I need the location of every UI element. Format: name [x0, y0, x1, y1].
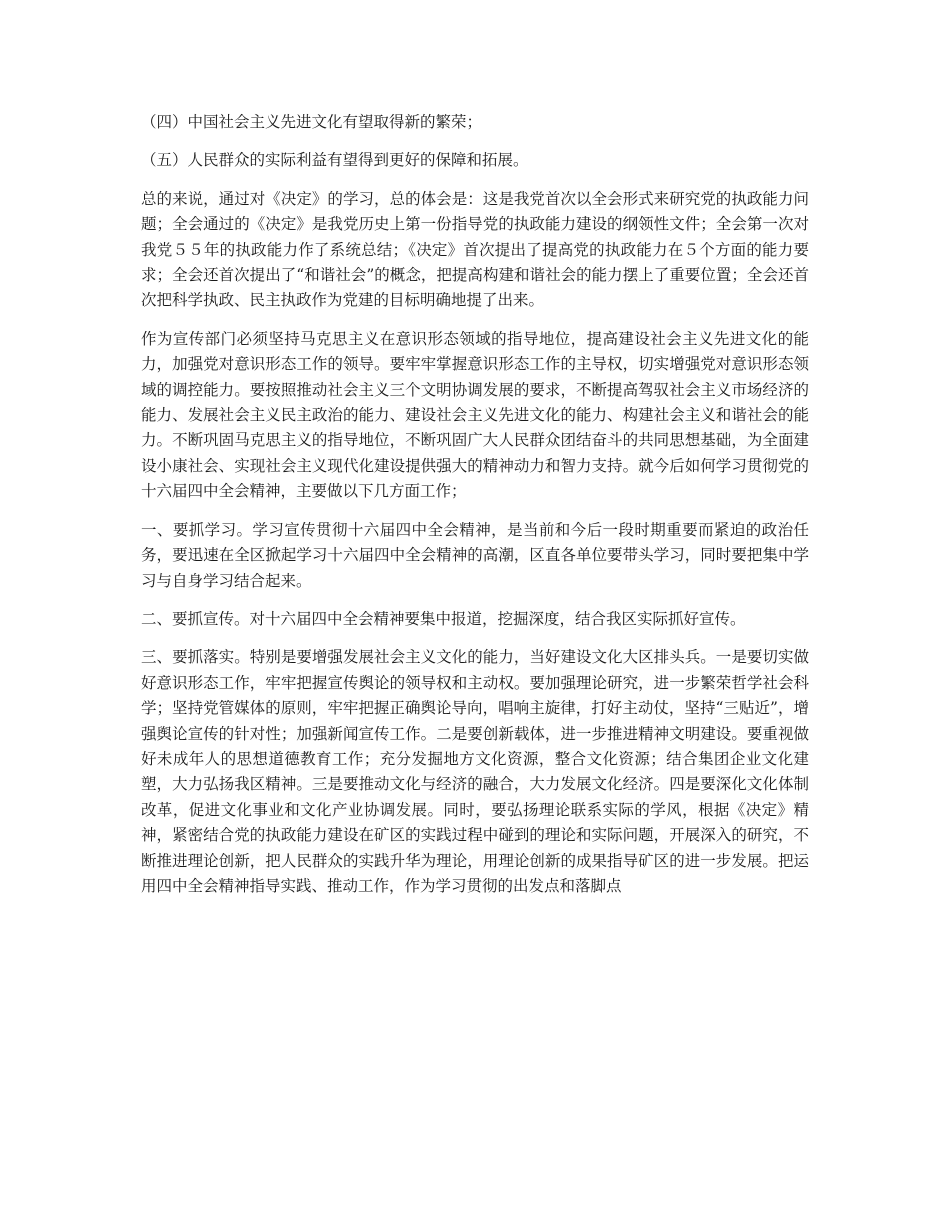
- paragraph-publicity: 二、要抓宣传。对十六届四中全会精神要集中报道，挖掘深度，结合我区实际抓好宣传。: [141, 609, 746, 628]
- paragraph-summary: 总的来说，通过对《决定》的学习，总的体会是：这是我党首次以全会形式来研究党的执政能力问题；全会通过的《决定》是我党历史上第一份指导党的执政能力建设的纲领性文件；全会第一次对我党５５年的执政能力作了系统总结；《决定》首次提出了提高党的执政能力在５个方面的能力要求；全会还首次提出了“和谐社会”的概念，把提高构建和谐社会的能力摆上了重要位置；全会还首次把科学执政、民主执政作为党建的目标明确地提了出来。: [141, 189, 809, 310]
- paragraph-item-4: （四）中国社会主义先进文化有望取得新的繁荣；: [141, 113, 483, 131]
- paragraph-propaganda-dept: 作为宣传部门必须坚持马克思主义在意识形态领域的指导地位，提高建设社会主义先进文化的能力，加强党对意识形态工作的领导。要牢牢掌握意识形态工作的主导权，切实增强党对意识形态领域的调控能力。要按照推动社会主义三个文明协调发展的要求，不断提高驾驭社会主义市场经济的能力、发展社会主义民主政治的能力、建设社会主义先进文化的能力、构建社会主义和谐社会的能力。不断巩固马克思主义的指导地位，不断巩固广大人民群众团结奋斗的共同思想基础，为全面建设小康社会、实现社会主义现代化建设提供强大的精神动力和智力支持。就今后如何学习贯彻党的十六届四中全会精神，主要做以下几方面工作；: [141, 329, 809, 501]
- document-body: [141, 110, 809, 912]
- paragraph-item-5: （五）人民群众的实际利益有望得到更好的保障和拓展。: [141, 151, 529, 170]
- paragraph-study: 一、要抓学习。学习宣传贯彻十六届四中全会精神，是当前和今后一段时期重要而紧迫的政治任务，要迅速在全区掀起学习十六届四中全会精神的高潮，区直各单位要带头学习，同时要把集中学习与自身学习结合起来。: [141, 520, 809, 590]
- paragraph-implementation: 三、要抓落实。特别是要增强发展社会主义文化的能力，当好建设文化大区排头兵。一是要切实做好意识形态工作，牢牢把握宣传舆论的领导权和主动权。要加强理论研究，进一步繁荣哲学社会科学；坚持党管媒体的原则，牢牢把握正确舆论导向，唱响主旋律，打好主动仗，坚持“三贴近”，增强舆论宣传的针对性；加强新闻宣传工作。二是要创新载体，进一步推进精神文明建设。要重视做好未成年人的思想道德教育工作；充分发掘地方文化资源，整合文化资源；结合集团企业文化建塑，大力弘扬我区精神。三是要推动文化与经济的融合，大力发展文化经济。四是要深化文化体制改革，促进文化事业和文化产业协调发展。同时，要弘扬理论联系实际的学风，根据《决定》精神，紧密结合党的执政能力建设在矿区的实践过程中碰到的理论和实际问题，开展深入的研究，不断推进理论创新，把人民群众的实践升华为理论，用理论创新的成果指导矿区的进一步发展。把运用四中全会精神指导实践、推动工作，作为学习贯彻的出发点和落脚点: [141, 648, 809, 895]
